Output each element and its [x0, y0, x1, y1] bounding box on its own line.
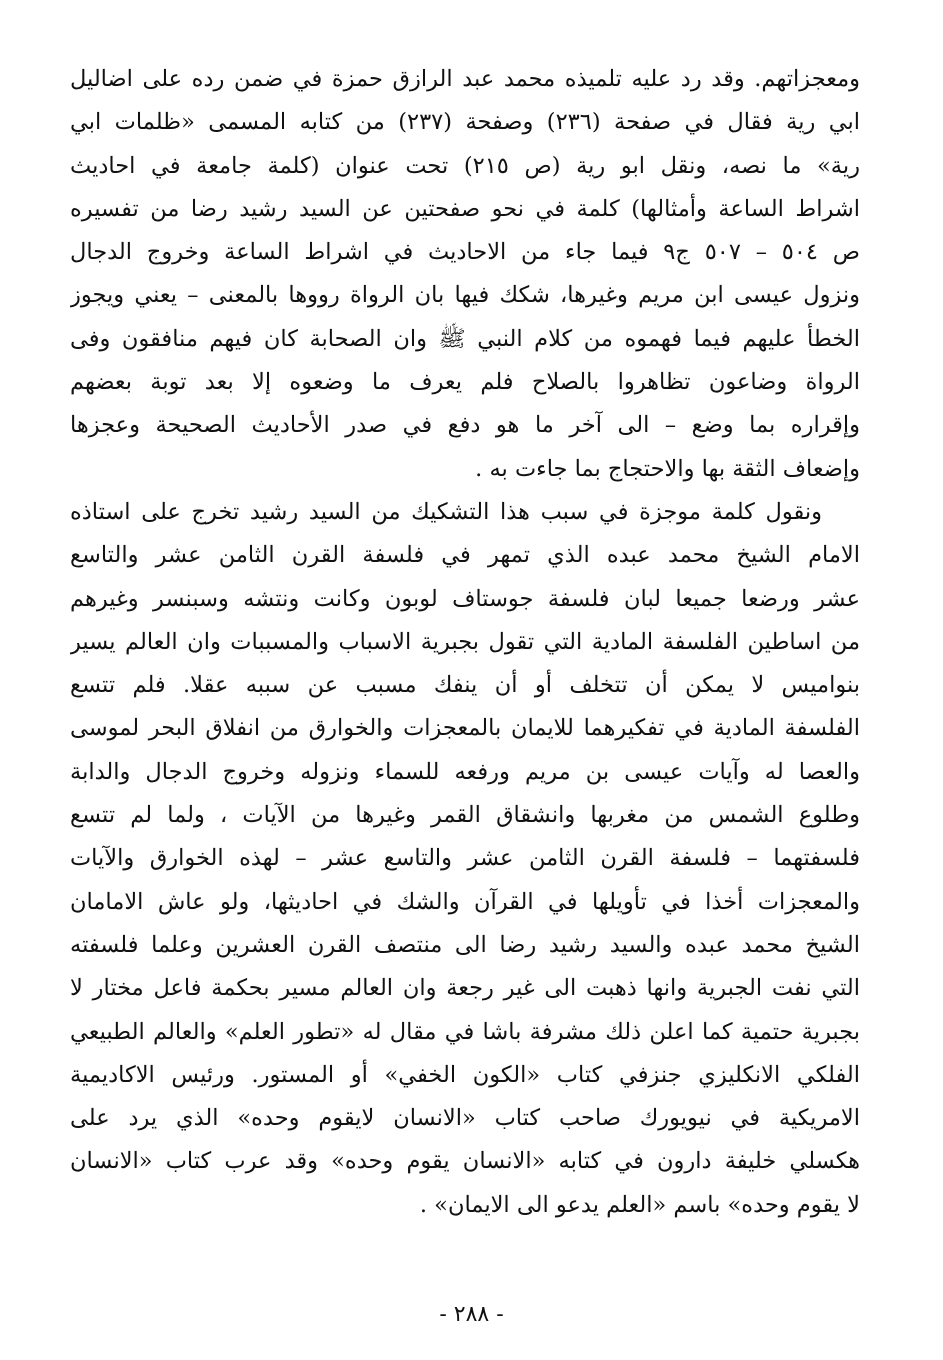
text-line: التي نفت الجبرية وانها ذهبت الى غير رجعة وان العالم مسير بحكمة فاعل مختار لا [70, 975, 860, 1002]
text-line: الخطأ عليهم فيما فهموه من كلام النبي ﷺ وان الصحابة كان فيهم منافقون وفى [70, 325, 860, 352]
text-line: وطلوع الشمس من مغربها وانشقاق القمر وغيرها من الآيات ، ولما لم تتسع [70, 802, 860, 829]
text-line: ونزول عيسى ابن مريم وغيرها، شكك فيها بان الرواة رووها بالمعنى – يعني ويجوز [70, 282, 860, 309]
text-line: وإضعاف الثقة بها والاحتجاج بما جاءت به . [475, 455, 860, 482]
text-line: الفلكي الانكليزي جنزفي كتاب «الكون الخفي» أو المستور. ورئيس الاكاديمية [70, 1061, 860, 1088]
text-line: لا يقوم وحده» باسم «العلم يدعو الى الايمان» . [419, 1191, 860, 1218]
paragraph-2 [70, 491, 860, 1227]
text-line: الفلسفة المادية في تفكيرهما للايمان بالمعجزات والخوارق من انفلاق البحر لموسى [70, 715, 860, 742]
text-line: عشر ورضعا جميعا لبان فلسفة جوستاف لوبون وكانت ونتشه وسبنسر وغيرهم [70, 585, 860, 612]
text-line: وإقراره بما وضع – الى آخر ما هو دفع في صدر الأحاديث الصحيحة وعجزها [70, 412, 860, 439]
text-line: بجبرية حتمية كما اعلن ذلك مشرفة باشا في مقال له «تطور العلم» والعالم الطبيعي [70, 1018, 860, 1045]
text-line: فلسفتهما – فلسفة القرن الثامن عشر والتاسع عشر – لهذه الخوارق والآيات [70, 845, 860, 872]
paragraph-1 [70, 58, 860, 491]
text-line: الامام الشيخ محمد عبده الذي تمهر في فلسفة القرن الثامن عشر والتاسع [70, 542, 860, 569]
text-line: الشيخ محمد عبده والسيد رشيد رضا الى منتصف القرن العشرين وعلما فلسفته [70, 931, 860, 958]
text-line: بنواميس لا يمكن أن تتخلف أو أن ينفك مسبب عن سببه عقلا. فلم تتسع [70, 672, 860, 699]
text-line: اشراط الساعة وأمثالها) كلمة في نحو صفحتين عن السيد رشيد رضا من تفسيره [70, 195, 860, 222]
text-line: من اساطين الفلسفة المادية التي تقول بجبرية الاسباب والمسببات وان العالم يسير [70, 628, 860, 655]
text-line: ومعجزاتهم. وقد رد عليه تلميذه محمد عبد الرازق حمزة في ضمن رده على اضاليل [70, 66, 860, 92]
page-number: - ٢٨٨ - [439, 1302, 504, 1327]
text-line: والمعجزات أخذا في تأويلها في القرآن والشك في احاديثها، ولو عاش الامامان [70, 888, 860, 915]
text-line: رية» ما نصه، ونقل ابو رية (ص ٢١٥) تحت عنوان (كلمة جامعة في احاديث [70, 152, 860, 179]
text-line: الرواة وضاعون تظاهروا بالصلاح فلم يعرف ما وضعوه إلا بعد توبة بعضهم [70, 369, 860, 396]
text-line: ص ٥٠٤ – ٥٠٧ ج٩ فيما جاء من الاحاديث في اشراط الساعة وخروج الدجال [70, 239, 860, 266]
text-line: ونقول كلمة موجزة في سبب هذا التشكيك من السيد رشيد تخرج على استاذه [70, 498, 822, 525]
text-line: والعصا له وآيات عيسى بن مريم ورفعه للسماء ونزوله وخروج الدجال والدابة [70, 758, 860, 785]
text-line: هكسلي خليفة دارون في كتابه «الانسان يقوم وحده» وقد عرب كتاب «الانسان [70, 1148, 860, 1175]
text-line: الامريكية في نيويورك صاحب كتاب «الانسان لايقوم وحده» الذي يرد على [70, 1105, 860, 1132]
body-text [70, 58, 860, 1227]
text-line: ابي رية فقال في صفحة (٢٣٦) وصفحة (٢٣٧) من كتابه المسمى «ظلمات ابي [70, 109, 860, 136]
